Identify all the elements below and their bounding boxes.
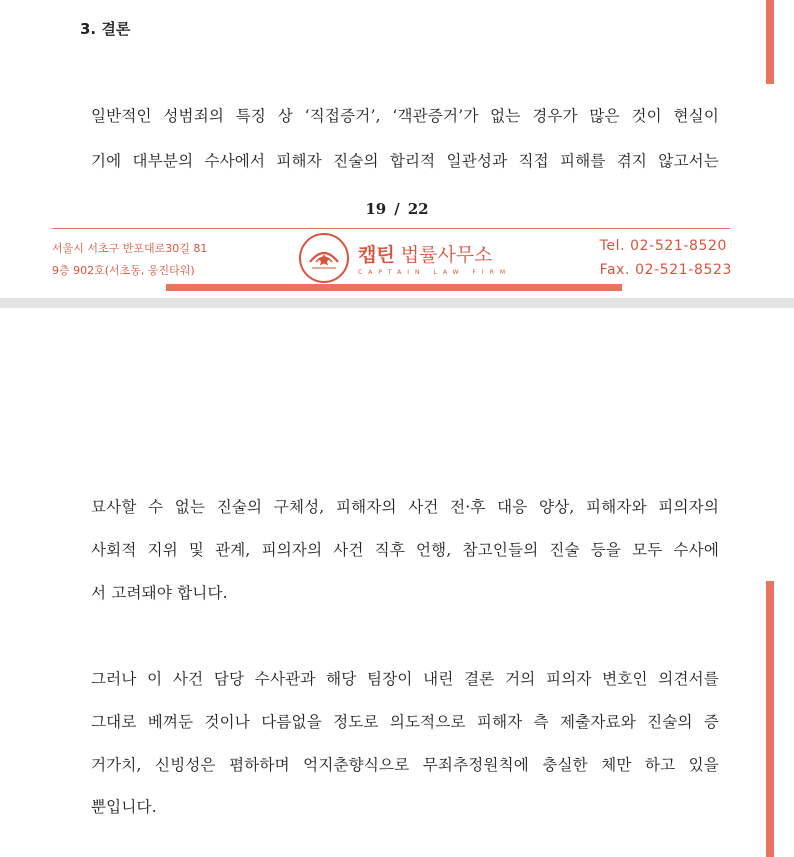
page-edge-marker xyxy=(766,581,774,857)
body-line: 거가치, 신빙성은 폄하하며 억지춘향식으로 무죄추정원칙에 충실한 체만 하고 있을 xyxy=(91,756,719,774)
body-line: 서 고려돼야 합니다. xyxy=(91,584,228,602)
footer-address xyxy=(52,238,207,282)
page-number-total: 22 xyxy=(407,200,429,218)
body-line: 일반적인 성범죄의 특징 상 ‘직접증거’, ‘객관증거’가 없는 경우가 많은 것이 현실이 xyxy=(91,107,719,125)
footer-address-line: 9층 902호(서초동, 웅진타워) xyxy=(52,264,195,277)
footer-tel: Tel. 02-521-8520 xyxy=(599,238,728,254)
body-line: 기에 대부분의 수사에서 피해자 진술의 합리적 일관성과 직접 피해를 겪지 않고서는 xyxy=(91,152,719,170)
footer-band xyxy=(166,284,622,291)
page-edge-marker xyxy=(766,0,774,84)
footer-address-line: 서울시 서초구 반포대로30길 81 xyxy=(52,242,208,255)
firm-logo xyxy=(298,232,511,284)
footer-divider xyxy=(52,228,730,229)
body-line: 뿐입니다. xyxy=(91,798,157,816)
captain-emblem-icon xyxy=(298,232,350,284)
section-heading: 3. 결론 xyxy=(80,20,131,38)
page-number xyxy=(0,200,794,218)
footer-contact xyxy=(600,234,732,282)
body-line: 묘사할 수 없는 진술의 구체성, 피해자의 사건 전·후 대응 양상, 피해자와 피의자의 xyxy=(91,498,719,516)
footer-fax: Fax. 02-521-8523 xyxy=(599,262,732,278)
body-line: 사회적 지위 및 관계, 피의자의 사건 직후 언행, 참고인들의 진술 등을 모두 수사에 xyxy=(91,541,719,559)
body-line: 그대로 베껴둔 것이나 다름없을 정도로 의도적으로 피해자 측 제출자료와 진술의 증 xyxy=(91,713,719,731)
firm-name-english: CAPTAIN LAW FIRM xyxy=(358,269,512,276)
document-page-20 xyxy=(0,308,794,857)
page-number-current: 19 xyxy=(365,200,387,218)
firm-name: 캡틴 법률사무소 xyxy=(358,244,493,266)
document-page-19 xyxy=(0,0,794,298)
body-line: 그러나 이 사건 담당 수사관과 해당 팀장이 내린 결론 거의 피의자 변호인 의견서를 xyxy=(91,670,719,688)
page-number-separator: / xyxy=(394,200,400,218)
